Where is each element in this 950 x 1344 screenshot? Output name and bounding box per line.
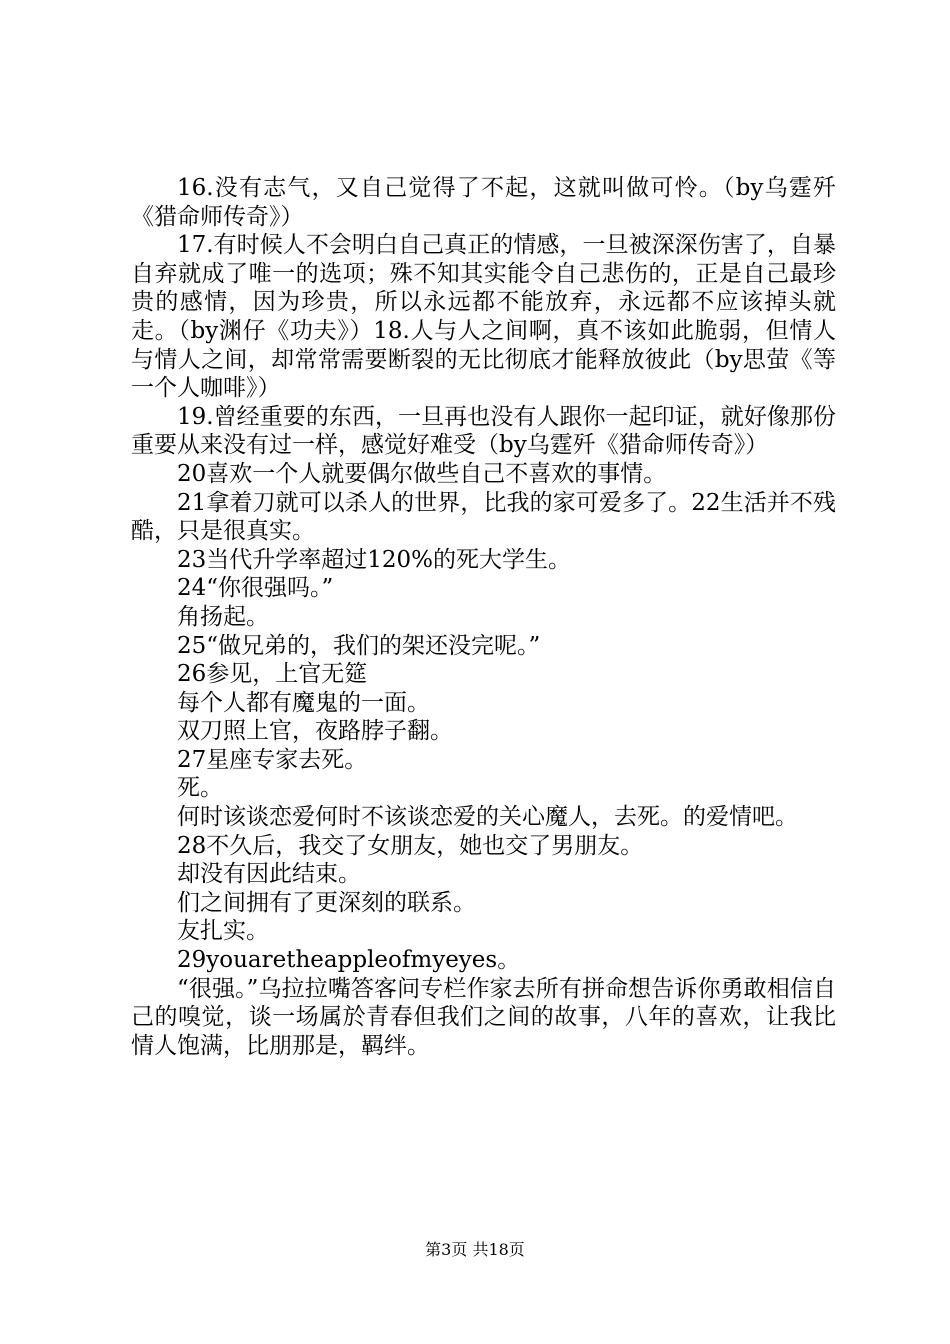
paragraph-28-cont-b: 们之间拥有了更深刻的联系。: [177, 889, 476, 916]
paragraph-27: 27星座专家去死。: [177, 746, 368, 773]
paragraph-28: 28不久后，我交了女朋友，她也交了男朋友。: [177, 832, 644, 859]
paragraph-29: 29youaretheappleofmyeyes。: [177, 947, 521, 974]
paragraph-28-cont-a: 却没有因此结束。: [177, 861, 361, 888]
paragraph-29-cont: “很强。”乌拉拉嘴答客问专栏作家去所有拼命想告诉你勇敢相信自己的嗅觉，谈一场属於青春但我们之间的故事，八年的喜欢，让我比情人饱满，比朋那是，羁绊。: [131, 975, 836, 1059]
paragraph-19: 19.曾经重要的东西，一旦再也没有人跟你一起印证，就好像那份重要从来没有过一样，感觉好难受（by乌霆歼《猎命师传奇》）: [131, 403, 836, 459]
paragraph-26: 26参见，上官无筵: [177, 661, 368, 688]
paragraph-27-cont-b: 何时该谈恋爱何时不该谈恋爱的关心魔人，去死。的爱情吧。: [177, 804, 798, 831]
paragraph-17-18: 17.有时候人不会明白自己真正的情感，一旦被深深伤害了，自暴自弃就成了唯一的选项；殊不知其实能令自己悲伤的，正是自己最珍贵的感情，因为珍贵，所以永远都不能放弃，永远都不应该掉头就走。（by渊仔《功夫》）18.人与人之间啊，真不该如此脆弱，但情人与情人之间，却常常需要断裂的无比彻底才能释放彼此（by思萤《等一个人咖啡》）: [131, 232, 836, 402]
page-number-footer: 第3页 共18页: [425, 1240, 525, 1259]
paragraph-24-cont: 角扬起。: [177, 603, 269, 630]
paragraph-26-cont-a: 每个人都有魔鬼的一面。: [177, 689, 430, 716]
paragraph-26-cont-b: 双刀照上官，夜路脖子翻。: [177, 718, 453, 745]
paragraph-20: 20喜欢一个人就要偶尔做些自己不喜欢的事情。: [177, 460, 667, 487]
paragraph-23: 23当代升学率超过120%的死大学生。: [177, 546, 572, 573]
paragraph-25: 25“做兄弟的，我们的架还没完呢。”: [177, 632, 541, 659]
paragraph-24: 24“你很强吗。”: [177, 575, 334, 602]
paragraph-28-cont-c: 友扎实。: [177, 918, 269, 945]
paragraph-27-cont-a: 死。: [177, 775, 223, 802]
document-body: [131, 174, 836, 1060]
paragraph-21-22: 21拿着刀就可以杀人的世界，比我的家可爱多了。22生活并不残酷，只是很真实。: [131, 489, 836, 545]
paragraph-16: 16.没有志气，又自己觉得了不起，这就叫做可怜。（by乌霆歼《猎命师传奇》）: [131, 175, 836, 230]
